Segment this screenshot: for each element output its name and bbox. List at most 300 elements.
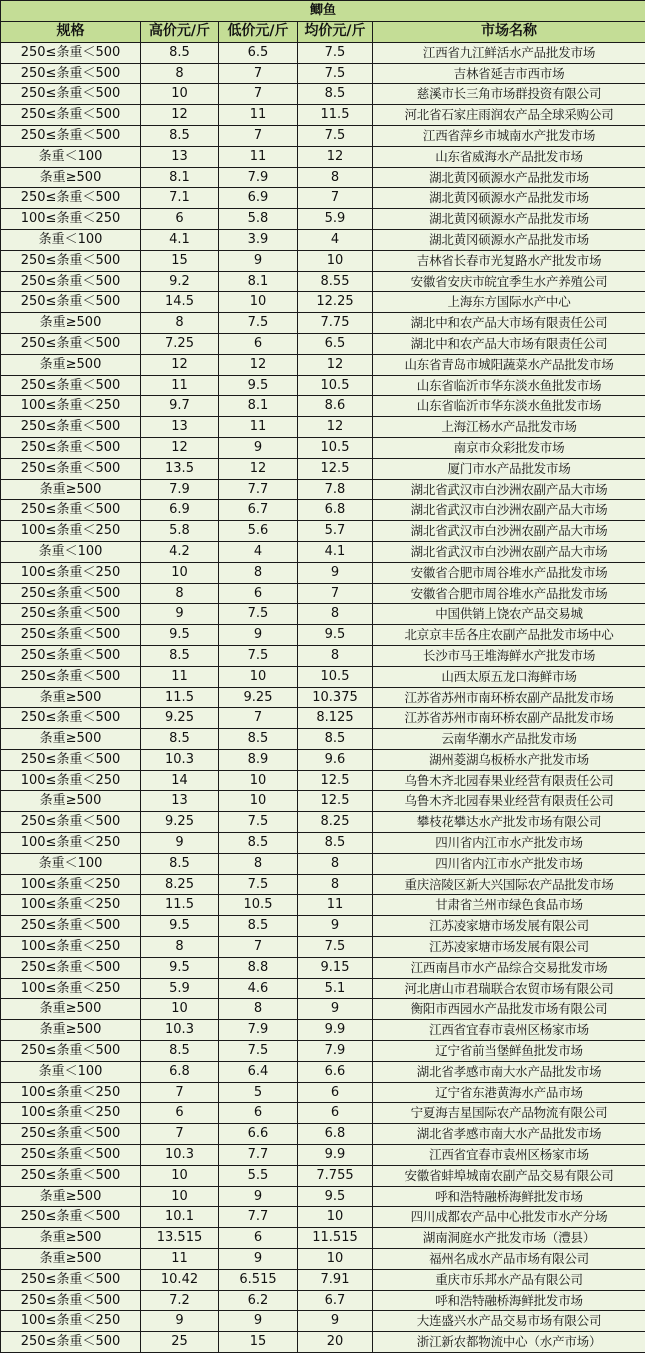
cell-avg-price: 6.7	[298, 1290, 373, 1311]
cell-spec: 250≤条重＜500	[1, 1269, 141, 1290]
cell-high-price: 9	[141, 604, 219, 625]
table-row	[1, 146, 645, 167]
table-row	[1, 1103, 645, 1124]
table-row	[1, 125, 645, 146]
cell-avg-price: 5.1	[298, 978, 373, 999]
cell-market: 湖北中和农产品大市场有限责任公司	[373, 333, 645, 354]
cell-low-price: 7	[219, 84, 298, 105]
cell-high-price: 4.2	[141, 541, 219, 562]
cell-market: 湖北中和农产品大市场有限责任公司	[373, 313, 645, 334]
cell-avg-price: 6.6	[298, 1061, 373, 1082]
cell-spec: 250≤条重＜500	[1, 1165, 141, 1186]
table-row	[1, 1228, 645, 1249]
table-row	[1, 292, 645, 313]
cell-market: 中国供销上饶农产品交易城	[373, 604, 645, 625]
cell-low-price: 7	[219, 708, 298, 729]
cell-high-price: 12	[141, 437, 219, 458]
cell-spec: 250≤条重＜500	[1, 437, 141, 458]
table-row	[1, 105, 645, 126]
cell-low-price: 7	[219, 937, 298, 958]
cell-avg-price: 7.91	[298, 1269, 373, 1290]
cell-avg-price: 12.5	[298, 791, 373, 812]
cell-market: 山东省临沂市华东淡水鱼批发市场	[373, 375, 645, 396]
cell-avg-price: 7.5	[298, 42, 373, 63]
table-row	[1, 978, 645, 999]
table-row	[1, 666, 645, 687]
cell-spec: 条重≥500	[1, 167, 141, 188]
cell-market: 吉林省长春市光复路水产批发市场	[373, 250, 645, 271]
cell-high-price: 13	[141, 417, 219, 438]
cell-high-price: 7	[141, 1082, 219, 1103]
cell-avg-price: 4	[298, 229, 373, 250]
cell-spec: 100≤条重＜250	[1, 1103, 141, 1124]
table-row	[1, 521, 645, 542]
cell-market: 湖北省武汉市白沙洲农副产品大市场	[373, 479, 645, 500]
cell-market: 湖南洞庭水产批发市场（澧县）	[373, 1228, 645, 1249]
table-row	[1, 396, 645, 417]
cell-market: 长沙市马王堆海鲜水产批发市场	[373, 645, 645, 666]
cell-market: 江西省萍乡市城南水产批发市场	[373, 125, 645, 146]
cell-spec: 条重≥500	[1, 1249, 141, 1270]
cell-market: 四川成都农产品中心批发市水产分场	[373, 1207, 645, 1228]
cell-low-price: 8.5	[219, 916, 298, 937]
cell-market: 辽宁省东港黄海水产品市场	[373, 1082, 645, 1103]
cell-spec: 250≤条重＜500	[1, 625, 141, 646]
cell-high-price: 8	[141, 63, 219, 84]
table-row	[1, 1207, 645, 1228]
cell-low-price: 4.6	[219, 978, 298, 999]
cell-high-price: 13	[141, 146, 219, 167]
cell-high-price: 5.9	[141, 978, 219, 999]
cell-avg-price: 8	[298, 604, 373, 625]
table-row	[1, 84, 645, 105]
cell-avg-price: 7.5	[298, 63, 373, 84]
cell-market: 呼和浩特融桥海鲜批发市场	[373, 1186, 645, 1207]
table-row	[1, 437, 645, 458]
cell-spec: 250≤条重＜500	[1, 42, 141, 63]
cell-avg-price: 10.375	[298, 687, 373, 708]
table-body	[1, 42, 645, 1352]
cell-market: 安徽省合肥市周谷堆水产品批发市场	[373, 583, 645, 604]
cell-spec: 条重＜100	[1, 229, 141, 250]
cell-low-price: 6	[219, 583, 298, 604]
cell-avg-price: 11.5	[298, 105, 373, 126]
cell-market: 福州名成水产品市场有限公司	[373, 1249, 645, 1270]
cell-low-price: 12	[219, 458, 298, 479]
cell-market: 厦门市水产品批发市场	[373, 458, 645, 479]
cell-low-price: 7.5	[219, 812, 298, 833]
cell-market: 辽宁省前当堡鲜鱼批发市场	[373, 1041, 645, 1062]
cell-market: 四川省内江市水产批发市场	[373, 853, 645, 874]
table-row	[1, 229, 645, 250]
cell-high-price: 10.1	[141, 1207, 219, 1228]
cell-low-price: 9	[219, 1249, 298, 1270]
table-row	[1, 1082, 645, 1103]
cell-market: 江苏省苏州市南环桥农副产品批发市场	[373, 708, 645, 729]
cell-low-price: 7.7	[219, 1145, 298, 1166]
cell-avg-price: 7.5	[298, 125, 373, 146]
cell-market: 江西南昌市水产品综合交易批发市场	[373, 957, 645, 978]
table-row	[1, 1290, 645, 1311]
table-row	[1, 625, 645, 646]
cell-avg-price: 10	[298, 1249, 373, 1270]
title-row	[1, 1, 645, 22]
cell-avg-price: 9	[298, 562, 373, 583]
table-row	[1, 687, 645, 708]
table-row	[1, 645, 645, 666]
cell-spec: 条重≥500	[1, 1020, 141, 1041]
cell-avg-price: 10	[298, 1207, 373, 1228]
cell-market: 南京市众彩批发市场	[373, 437, 645, 458]
cell-high-price: 6	[141, 209, 219, 230]
cell-spec: 250≤条重＜500	[1, 1207, 141, 1228]
cell-high-price: 10.3	[141, 749, 219, 770]
cell-spec: 100≤条重＜250	[1, 1082, 141, 1103]
cell-spec: 250≤条重＜500	[1, 583, 141, 604]
cell-market: 衡阳市西园水产品批发市场有限公司	[373, 999, 645, 1020]
cell-market: 乌鲁木齐北园春果业经营有限责任公司	[373, 791, 645, 812]
cell-market: 江西省宜春市袁州区杨家市场	[373, 1020, 645, 1041]
cell-avg-price: 6	[298, 1082, 373, 1103]
cell-avg-price: 6.5	[298, 333, 373, 354]
cell-low-price: 9	[219, 250, 298, 271]
cell-avg-price: 9	[298, 1311, 373, 1332]
cell-low-price: 11	[219, 105, 298, 126]
cell-low-price: 6.6	[219, 1124, 298, 1145]
cell-low-price: 7.7	[219, 1207, 298, 1228]
cell-market: 湖北省武汉市白沙洲农副产品大市场	[373, 541, 645, 562]
table-row	[1, 957, 645, 978]
cell-market: 呼和浩特融桥海鲜批发市场	[373, 1290, 645, 1311]
cell-avg-price: 12	[298, 146, 373, 167]
cell-low-price: 15	[219, 1332, 298, 1353]
table-row	[1, 999, 645, 1020]
cell-high-price: 10	[141, 1165, 219, 1186]
cell-low-price: 7	[219, 125, 298, 146]
cell-spec: 250≤条重＜500	[1, 63, 141, 84]
header-low-price: 低价元/斤	[219, 22, 298, 43]
cell-high-price: 8.5	[141, 645, 219, 666]
cell-avg-price: 12.5	[298, 458, 373, 479]
cell-market: 山西太原五龙口海鲜市场	[373, 666, 645, 687]
cell-spec: 条重≥500	[1, 687, 141, 708]
cell-spec: 250≤条重＜500	[1, 417, 141, 438]
cell-avg-price: 7.75	[298, 313, 373, 334]
cell-spec: 250≤条重＜500	[1, 604, 141, 625]
cell-high-price: 14.5	[141, 292, 219, 313]
cell-avg-price: 8.5	[298, 84, 373, 105]
cell-avg-price: 8.25	[298, 812, 373, 833]
cell-market: 乌鲁木齐北园春果业经营有限责任公司	[373, 770, 645, 791]
cell-high-price: 9.2	[141, 271, 219, 292]
table-row	[1, 417, 645, 438]
cell-avg-price: 7	[298, 583, 373, 604]
cell-low-price: 6.2	[219, 1290, 298, 1311]
cell-avg-price: 12.5	[298, 770, 373, 791]
table-row	[1, 1249, 645, 1270]
cell-low-price: 7.5	[219, 645, 298, 666]
cell-high-price: 11	[141, 1249, 219, 1270]
cell-avg-price: 8	[298, 645, 373, 666]
cell-spec: 条重≥500	[1, 729, 141, 750]
cell-avg-price: 10.5	[298, 375, 373, 396]
cell-low-price: 9.25	[219, 687, 298, 708]
table-row	[1, 313, 645, 334]
table-row	[1, 916, 645, 937]
cell-low-price: 8.1	[219, 396, 298, 417]
table-row	[1, 209, 645, 230]
cell-market: 安徽省安庆市皖宜季生水产养殖公司	[373, 271, 645, 292]
cell-low-price: 8.8	[219, 957, 298, 978]
cell-spec: 250≤条重＜500	[1, 84, 141, 105]
cell-low-price: 6.7	[219, 500, 298, 521]
cell-high-price: 13.515	[141, 1228, 219, 1249]
cell-market: 山东省威海水产品批发市场	[373, 146, 645, 167]
cell-low-price: 5.5	[219, 1165, 298, 1186]
cell-high-price: 25	[141, 1332, 219, 1353]
cell-high-price: 7.2	[141, 1290, 219, 1311]
cell-avg-price: 9.6	[298, 749, 373, 770]
cell-avg-price: 7.9	[298, 1041, 373, 1062]
cell-low-price: 10	[219, 292, 298, 313]
cell-market: 宁夏海吉星国际农产品物流有限公司	[373, 1103, 645, 1124]
cell-spec: 250≤条重＜500	[1, 250, 141, 271]
cell-market: 重庆涪陵区新大兴国际农产品批发市场	[373, 874, 645, 895]
cell-spec: 250≤条重＜500	[1, 271, 141, 292]
cell-spec: 250≤条重＜500	[1, 957, 141, 978]
cell-high-price: 6.9	[141, 500, 219, 521]
table-row	[1, 583, 645, 604]
cell-low-price: 10	[219, 770, 298, 791]
table-row	[1, 479, 645, 500]
table-row	[1, 562, 645, 583]
cell-market: 安徽省合肥市周谷堆水产品批发市场	[373, 562, 645, 583]
cell-high-price: 9.5	[141, 957, 219, 978]
cell-low-price: 12	[219, 354, 298, 375]
cell-market: 山东省临沂市华东淡水鱼批发市场	[373, 396, 645, 417]
cell-low-price: 7.9	[219, 1020, 298, 1041]
cell-low-price: 5	[219, 1082, 298, 1103]
cell-market: 江西省九江鲜活水产品批发市场	[373, 42, 645, 63]
cell-spec: 条重≥500	[1, 479, 141, 500]
cell-market: 河北省石家庄雨润农产品全球采购公司	[373, 105, 645, 126]
cell-high-price: 7	[141, 1124, 219, 1145]
cell-low-price: 8	[219, 562, 298, 583]
table-row	[1, 729, 645, 750]
cell-high-price: 8.5	[141, 42, 219, 63]
table-row	[1, 1186, 645, 1207]
table-row	[1, 1332, 645, 1353]
cell-high-price: 10	[141, 1186, 219, 1207]
table-row	[1, 188, 645, 209]
cell-spec: 条重＜100	[1, 541, 141, 562]
cell-low-price: 8	[219, 999, 298, 1020]
cell-spec: 100≤条重＜250	[1, 937, 141, 958]
cell-market: 攀枝花攀达水产批发市场有限公司	[373, 812, 645, 833]
cell-low-price: 7.5	[219, 1041, 298, 1062]
cell-avg-price: 9	[298, 999, 373, 1020]
cell-market: 重庆市乐邦水产品有限公司	[373, 1269, 645, 1290]
table-row	[1, 1165, 645, 1186]
cell-spec: 250≤条重＜500	[1, 375, 141, 396]
table-row	[1, 1311, 645, 1332]
header-row	[1, 22, 645, 43]
table-title: 鲫鱼	[1, 1, 645, 22]
cell-avg-price: 8.6	[298, 396, 373, 417]
cell-low-price: 6	[219, 1228, 298, 1249]
cell-spec: 250≤条重＜500	[1, 708, 141, 729]
table-row	[1, 1124, 645, 1145]
table-row	[1, 833, 645, 854]
cell-market: 大连盛兴水产品交易市场有限公司	[373, 1311, 645, 1332]
cell-high-price: 8.5	[141, 1041, 219, 1062]
cell-avg-price: 4.1	[298, 541, 373, 562]
cell-market: 湖北黄冈硕源水产品批发市场	[373, 229, 645, 250]
table-row	[1, 167, 645, 188]
cell-high-price: 9.5	[141, 916, 219, 937]
table-row	[1, 812, 645, 833]
cell-avg-price: 9.9	[298, 1145, 373, 1166]
table-row	[1, 604, 645, 625]
cell-high-price: 13	[141, 791, 219, 812]
cell-high-price: 13.5	[141, 458, 219, 479]
cell-low-price: 8	[219, 853, 298, 874]
cell-spec: 条重≥500	[1, 999, 141, 1020]
cell-spec: 250≤条重＜500	[1, 458, 141, 479]
cell-spec: 条重＜100	[1, 853, 141, 874]
cell-high-price: 8	[141, 937, 219, 958]
cell-avg-price: 9.5	[298, 625, 373, 646]
cell-market: 慈溪市长三角市场群投资有限公司	[373, 84, 645, 105]
cell-high-price: 6	[141, 1103, 219, 1124]
cell-low-price: 11	[219, 146, 298, 167]
cell-avg-price: 7.755	[298, 1165, 373, 1186]
cell-avg-price: 8.5	[298, 729, 373, 750]
cell-market: 江苏凌家塘市场发展有限公司	[373, 916, 645, 937]
table-row	[1, 1020, 645, 1041]
cell-spec: 条重≥500	[1, 354, 141, 375]
cell-spec: 250≤条重＜500	[1, 1124, 141, 1145]
cell-avg-price: 8	[298, 853, 373, 874]
cell-high-price: 7.9	[141, 479, 219, 500]
cell-spec: 100≤条重＜250	[1, 833, 141, 854]
cell-avg-price: 6.8	[298, 1124, 373, 1145]
cell-market: 吉林省延吉市西市场	[373, 63, 645, 84]
cell-avg-price: 9	[298, 916, 373, 937]
cell-high-price: 4.1	[141, 229, 219, 250]
cell-spec: 250≤条重＜500	[1, 1290, 141, 1311]
cell-high-price: 10	[141, 562, 219, 583]
cell-avg-price: 7.5	[298, 937, 373, 958]
cell-low-price: 9.5	[219, 375, 298, 396]
table-row	[1, 1041, 645, 1062]
cell-spec: 250≤条重＜500	[1, 666, 141, 687]
cell-low-price: 4	[219, 541, 298, 562]
cell-spec: 100≤条重＜250	[1, 978, 141, 999]
cell-low-price: 7.9	[219, 167, 298, 188]
cell-spec: 100≤条重＜250	[1, 562, 141, 583]
cell-low-price: 6.4	[219, 1061, 298, 1082]
cell-low-price: 9	[219, 1311, 298, 1332]
cell-high-price: 10	[141, 999, 219, 1020]
table-row	[1, 271, 645, 292]
table-row	[1, 791, 645, 812]
table-row	[1, 63, 645, 84]
cell-high-price: 8.1	[141, 167, 219, 188]
cell-market: 湖北黄冈硕源水产品批发市场	[373, 209, 645, 230]
cell-spec: 100≤条重＜250	[1, 895, 141, 916]
cell-market: 河北唐山市君瑞联合农贸市场有限公司	[373, 978, 645, 999]
cell-spec: 250≤条重＜500	[1, 125, 141, 146]
cell-spec: 条重＜100	[1, 146, 141, 167]
cell-avg-price: 20	[298, 1332, 373, 1353]
table-row	[1, 458, 645, 479]
cell-market: 湖北黄冈硕源水产品批发市场	[373, 188, 645, 209]
cell-spec: 250≤条重＜500	[1, 500, 141, 521]
cell-high-price: 8	[141, 313, 219, 334]
cell-low-price: 5.6	[219, 521, 298, 542]
cell-avg-price: 6	[298, 1103, 373, 1124]
cell-spec: 250≤条重＜500	[1, 812, 141, 833]
cell-spec: 250≤条重＜500	[1, 333, 141, 354]
table-row	[1, 749, 645, 770]
cell-high-price: 9.25	[141, 812, 219, 833]
cell-spec: 250≤条重＜500	[1, 916, 141, 937]
cell-avg-price: 5.7	[298, 521, 373, 542]
cell-avg-price: 12	[298, 354, 373, 375]
header-spec: 规格	[1, 22, 141, 43]
header-market: 市场名称	[373, 22, 645, 43]
cell-spec: 100≤条重＜250	[1, 874, 141, 895]
cell-avg-price: 11.515	[298, 1228, 373, 1249]
cell-high-price: 9	[141, 833, 219, 854]
cell-high-price: 15	[141, 250, 219, 271]
cell-spec: 250≤条重＜500	[1, 749, 141, 770]
cell-spec: 条重≥500	[1, 313, 141, 334]
cell-avg-price: 8.125	[298, 708, 373, 729]
cell-spec: 250≤条重＜500	[1, 1145, 141, 1166]
table-row	[1, 375, 645, 396]
cell-market: 上海东方国际水产中心	[373, 292, 645, 313]
cell-market: 浙江新农都物流中心（水产市场）	[373, 1332, 645, 1353]
cell-low-price: 8.5	[219, 729, 298, 750]
cell-avg-price: 10.5	[298, 437, 373, 458]
cell-high-price: 8	[141, 583, 219, 604]
cell-high-price: 12	[141, 354, 219, 375]
cell-spec: 250≤条重＜500	[1, 188, 141, 209]
cell-low-price: 9	[219, 1186, 298, 1207]
cell-spec: 250≤条重＜500	[1, 292, 141, 313]
cell-market: 云南华潮水产品批发市场	[373, 729, 645, 750]
cell-high-price: 8.5	[141, 853, 219, 874]
cell-market: 湖北省孝感市南大水产品批发市场	[373, 1124, 645, 1145]
header-high-price: 高价元/斤	[141, 22, 219, 43]
table-row	[1, 42, 645, 63]
cell-avg-price: 7	[298, 188, 373, 209]
cell-low-price: 6	[219, 333, 298, 354]
cell-market: 山东省青岛市城阳蔬菜水产品批发市场	[373, 354, 645, 375]
cell-low-price: 7.5	[219, 874, 298, 895]
cell-market: 江苏省苏州市南环桥农副产品批发市场	[373, 687, 645, 708]
cell-avg-price: 9.5	[298, 1186, 373, 1207]
cell-high-price: 9	[141, 1311, 219, 1332]
cell-high-price: 12	[141, 105, 219, 126]
cell-low-price: 10	[219, 666, 298, 687]
cell-low-price: 9	[219, 625, 298, 646]
cell-low-price: 3.9	[219, 229, 298, 250]
cell-avg-price: 8	[298, 874, 373, 895]
cell-market: 湖北省武汉市白沙洲农副产品大市场	[373, 521, 645, 542]
